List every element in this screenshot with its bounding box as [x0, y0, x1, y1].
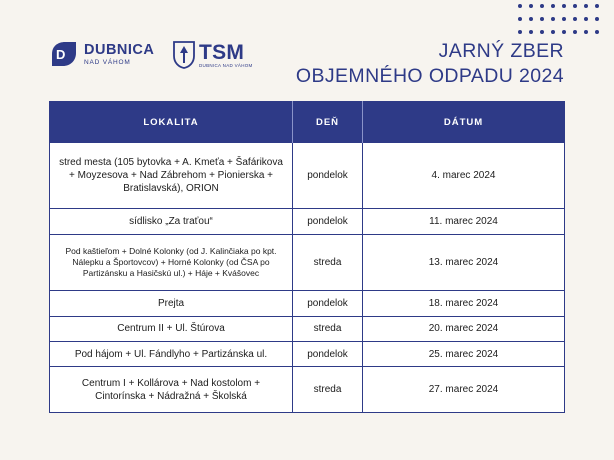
logo-tsm-name: TSM: [199, 40, 245, 64]
cell-datum: 4. marec 2024: [363, 143, 565, 209]
table-row: [50, 291, 565, 316]
collection-schedule-table: [49, 101, 565, 413]
cell-den: pondelok: [293, 209, 363, 234]
dubnica-logo: [50, 40, 154, 68]
logo-dubnica-sub: NAD VÁHOM: [84, 58, 131, 66]
cell-datum: 25. marec 2024: [363, 341, 565, 366]
table-header-row: [50, 102, 565, 143]
cell-lokalita: Prejta: [50, 291, 293, 316]
table-row: [50, 143, 565, 209]
header-den: DEŇ: [293, 102, 363, 143]
cell-den: pondelok: [293, 341, 363, 366]
cell-lokalita: Pod kaštieľom + Dolné Kolonky (od J. Kalinčiaka po kpt. Nálepku a Športovcov) + Horné Kolonky (od ČSA po Partizánsku a Hasičskú ul.) + Háje + Kvášovec: [50, 234, 293, 291]
page-title: [296, 39, 564, 89]
table-row: [50, 316, 565, 341]
table-row: [50, 234, 565, 291]
cell-lokalita: stred mesta (105 bytovka + A. Kmeťa + Šafárikova + Moyzesova + Nad Zábrehom + Pionierska + Bratislavská), ORION: [50, 143, 293, 209]
cell-lokalita: Pod hájom + Ul. Fándlyho + Partizánska ul.: [50, 341, 293, 366]
cell-datum: 27. marec 2024: [363, 367, 565, 413]
cell-den: streda: [293, 316, 363, 341]
table-row: [50, 367, 565, 413]
cell-lokalita: Centrum I + Kollárova + Nad kostolom + Cintorínska + Nádražná + Školská: [50, 367, 293, 413]
decorative-dot-grid: [518, 4, 599, 34]
crest-icon: [173, 41, 195, 69]
cell-den: streda: [293, 367, 363, 413]
table-row: [50, 209, 565, 234]
cell-den: streda: [293, 234, 363, 291]
cell-den: pondelok: [293, 143, 363, 209]
tsm-logo: [173, 41, 253, 69]
cell-datum: 13. marec 2024: [363, 234, 565, 291]
cell-lokalita: Centrum II + Ul. Štúrova: [50, 316, 293, 341]
svg-text:D: D: [56, 47, 66, 62]
header-lokalita: LOKALITA: [50, 102, 293, 143]
cell-datum: 20. marec 2024: [363, 316, 565, 341]
cell-den: pondelok: [293, 291, 363, 316]
title-line-1: JARNÝ ZBER: [438, 40, 564, 62]
cell-datum: 18. marec 2024: [363, 291, 565, 316]
logo-dubnica-name: DUBNICA: [84, 41, 155, 58]
header-datum: DÁTUM: [363, 102, 565, 143]
title-line-2: OBJEMNÉHO ODPADU 2024: [295, 65, 564, 87]
cell-lokalita: sídlisko „Za traťou“: [50, 209, 293, 234]
table-row: [50, 341, 565, 366]
cell-datum: 11. marec 2024: [363, 209, 565, 234]
logo-tsm-sub: DUBNICA NAD VÁHOM: [199, 62, 253, 68]
leaf-logo-icon: [50, 40, 78, 68]
